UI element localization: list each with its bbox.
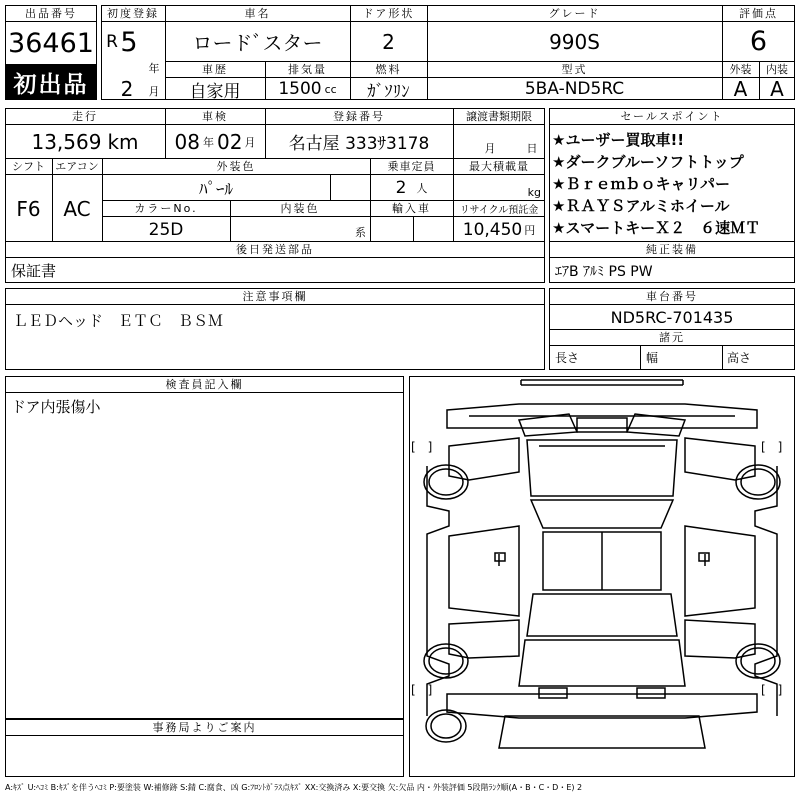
import-label: 輸入車 <box>392 202 431 215</box>
door-label: ドア形状 <box>362 7 415 20</box>
score-label: 評価点 <box>739 7 778 20</box>
displacement-label: 排気量 <box>288 63 327 76</box>
load-unit: kg <box>527 185 541 199</box>
selling-point: ★Ｂｒｅｍｂｏキャリパー <box>552 175 730 193</box>
score: 6 <box>749 26 768 57</box>
displacement: 1500 cc <box>278 79 337 99</box>
equipment: ｴｱB ｱﾙﾐ PS PW <box>555 263 653 280</box>
equipment-label: 純正装備 <box>646 243 698 256</box>
chassis-label: 車台番号 <box>646 290 698 303</box>
transfer-label: 譲渡書類期限 <box>466 110 532 123</box>
mileage: 13,569 km <box>31 129 139 154</box>
inspection-label: 車検 <box>202 110 228 123</box>
notes-label: 注意事項欄 <box>242 290 308 303</box>
fuel-label: 燃料 <box>375 63 402 76</box>
month-unit: 月 <box>148 85 160 98</box>
exterior-color: ﾊﾟｰﾙ <box>199 180 233 200</box>
transfer-month-unit: 月 <box>484 142 496 155</box>
interior-color-label: 内装色 <box>280 202 320 215</box>
ac-label: エアコン <box>55 160 99 173</box>
lot-label: 出品番号 <box>25 7 77 20</box>
interior-label: 内装 <box>766 63 788 76</box>
interior-grade: A <box>770 78 784 100</box>
selling-points-label: セールスポイント <box>620 110 724 123</box>
plate-label: 登録番号 <box>333 110 385 123</box>
mileage-label: 走行 <box>72 110 98 123</box>
recycle-fee: 10,450 円 <box>462 219 536 240</box>
year-unit: 年 <box>148 62 160 75</box>
selling-point: ★ユーザー買取車!! <box>552 131 685 149</box>
bracket-left: [ ] <box>411 440 433 454</box>
inspection-date: 08 年 02 月 <box>174 129 256 154</box>
color-no-label: カラーNo. <box>134 202 198 215</box>
bracket-right: [ ] <box>761 440 783 454</box>
model: 5BA-ND5RC <box>524 79 625 99</box>
transfer-day-unit: 日 <box>526 142 538 155</box>
recycle-label: リサイクル預託金 <box>459 204 539 216</box>
first-listing-badge: 初出品 <box>5 64 97 100</box>
chassis-number: ND5RC-701435 <box>610 307 734 327</box>
selling-point: ★スマートキーＸ２ ６速ＭＴ <box>552 219 761 237</box>
office-label: 事務局よりご案内 <box>152 721 257 734</box>
doors: 2 <box>382 29 395 54</box>
inspector-box <box>5 376 404 719</box>
name-label: 車名 <box>244 7 271 20</box>
notes: ＬＥＤヘッド ＥＴＣ ＢＳＭ <box>13 311 224 330</box>
model-label: 型式 <box>561 63 588 76</box>
fuel: ｶﾞｿﾘﾝ <box>367 81 410 100</box>
grade-label: グレード <box>548 7 601 20</box>
capacity: 2 人 <box>395 177 428 198</box>
interior-color-unit: 系 <box>355 226 366 239</box>
capacity-label: 乗車定員 <box>387 160 436 173</box>
dimension-height: 高さ <box>727 350 752 365</box>
later-parts-label: 後日発送部品 <box>236 243 314 256</box>
air-conditioner: AC <box>63 196 91 221</box>
color-no: 25D <box>148 219 184 240</box>
inspector-comment: ドア内張傷小 <box>11 397 101 416</box>
history-label: 車歴 <box>202 63 228 76</box>
bracket-left-rear: [ ] <box>411 683 433 697</box>
later-parts: 保証書 <box>11 262 57 280</box>
shift-label: シフト <box>12 160 45 173</box>
dimension-width: 幅 <box>646 350 659 365</box>
bracket-right-rear: [ ] <box>761 683 783 697</box>
color-label: 外装色 <box>216 160 256 173</box>
dimension-length: 長さ <box>555 350 580 365</box>
inspector-label: 検査員記入欄 <box>165 378 244 391</box>
car-damage-diagram[interactable] <box>409 376 795 777</box>
selling-point: ★ＲＡＹＳアルミホイール <box>552 197 730 215</box>
exterior-label: 外装 <box>729 63 752 76</box>
load-label: 最大積載量 <box>469 160 529 173</box>
dimensions-label: 諸元 <box>659 331 685 344</box>
era: R <box>106 32 118 52</box>
reg-year: 5 <box>120 26 138 58</box>
legend: A:ｷｽﾞ U:ﾍｺﾐ B:ｷｽﾞを伴うﾍｺﾐ P:要塗装 W:補修跡 S:錆 C:腐食、凶 G:ﾌﾛﾝﾄｶﾞﾗｽ点ｷｽﾞ XX:交換済み X:要交換 欠:欠品 内・外装評価 5段階ﾗﾝｸ順(A・B・C・D・E) 2 <box>5 782 583 792</box>
shift: F6 <box>16 196 41 221</box>
selling-point: ★ダークブルーソフトトップ <box>552 153 744 171</box>
grade: 990S <box>549 29 600 54</box>
history: 自家用 <box>189 81 241 100</box>
exterior-grade: A <box>733 78 748 100</box>
reg-month: 2 <box>120 78 134 100</box>
reg-label: 初度登録 <box>107 7 159 20</box>
car-name: ロードﾞスター <box>192 31 323 55</box>
lot-number: 36461 <box>8 27 94 59</box>
plate-number: 名古屋 333ｻ3178 <box>288 134 430 154</box>
